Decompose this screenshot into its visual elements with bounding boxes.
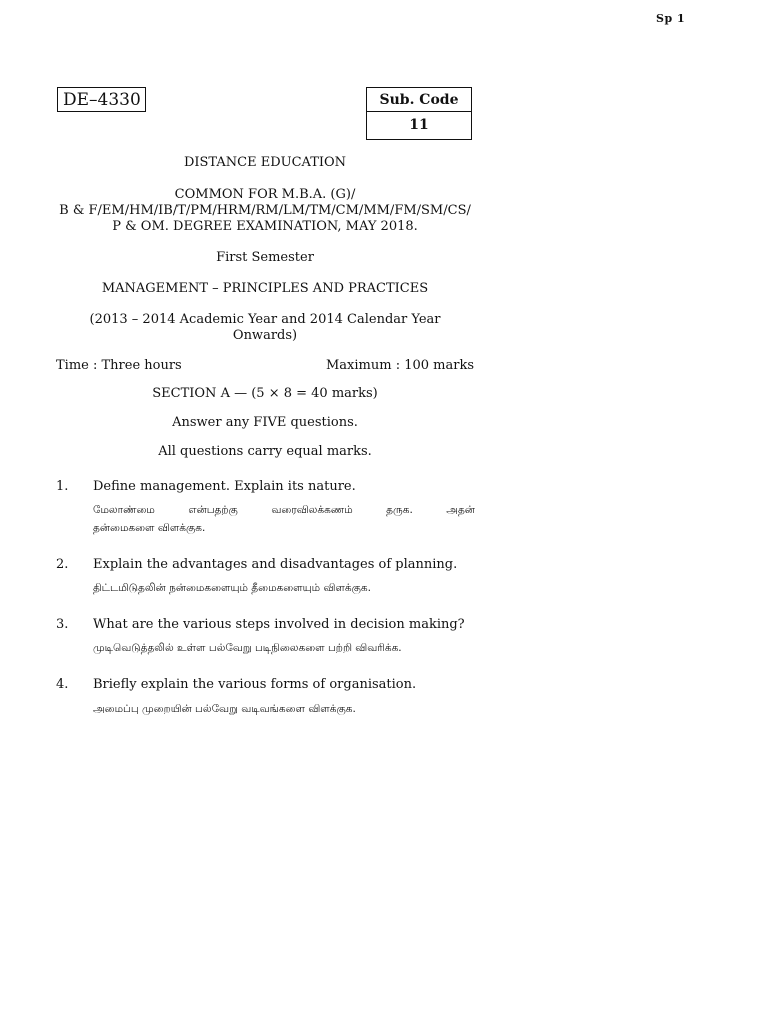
section-title: SECTION A — (5 × 8 = 40 marks) [152, 386, 378, 401]
section-instruction-2: All questions carry equal marks. [158, 444, 372, 459]
question-1-tamil-line-1: மேலாண்மை என்பதற்கு வரைவிலக்கணம் தருக. அதன் [93, 504, 475, 516]
streams-line: B & F/EM/HM/IB/T/PM/HRM/RM/LM/TM/CM/MM/FM/SM/CS/ [59, 203, 471, 218]
exam-line: P & OM. DEGREE EXAMINATION, MAY 2018. [112, 219, 418, 234]
subject-title: MANAGEMENT – PRINCIPLES AND PRACTICES [101, 281, 429, 296]
question-3-tamil: முடிவெடுத்தலில் உள்ள பல்வேறு படிநிலைகளை பற்றி விவரிக்க. [93, 642, 402, 654]
page-marker: Sp 1 [656, 12, 686, 25]
question-4-tamil: அமைப்பு முறையின் பல்வேறு வடிவங்களை விளக்குக. [93, 703, 356, 715]
question-2-tamil: திட்டமிடுதலின் நன்மைகளையும் தீமைகளையும் விளக்குக. [93, 582, 371, 594]
question-2-text: Explain the advantages and disadvantages of planning. [93, 557, 458, 572]
time-label: Time : Three hours [56, 358, 182, 373]
paper-code-box: DE–4330 [57, 87, 146, 112]
question-3-number: 3. [56, 617, 69, 632]
sub-code-box [366, 87, 472, 140]
max-marks-label: Maximum : 100 marks [325, 358, 474, 373]
question-2-number: 2. [56, 557, 69, 572]
section-instruction-1: Answer any FIVE questions. [172, 415, 358, 430]
semester-line: First Semester [216, 250, 314, 265]
question-1-number: 1. [56, 479, 69, 494]
year-line-2: Onwards) [232, 328, 298, 343]
question-4-number: 4. [56, 677, 69, 692]
program-title: DISTANCE EDUCATION [183, 155, 347, 170]
common-for-line: COMMON FOR M.B.A. (G)/ [174, 187, 356, 202]
sub-code-label: Sub. Code [367, 88, 471, 112]
question-4-text: Briefly explain the various forms of organisation. [93, 677, 417, 692]
question-1-text: Define management. Explain its nature. [93, 479, 356, 494]
question-3-text: What are the various steps involved in decision making? [93, 617, 465, 632]
sub-code-value: 11 [409, 117, 429, 133]
time-marks-row [56, 358, 474, 373]
question-1-tamil-line-2: தன்மைகளை விளக்குக. [93, 522, 206, 534]
year-line-1: (2013 – 2014 Academic Year and 2014 Calendar Year [89, 312, 441, 327]
